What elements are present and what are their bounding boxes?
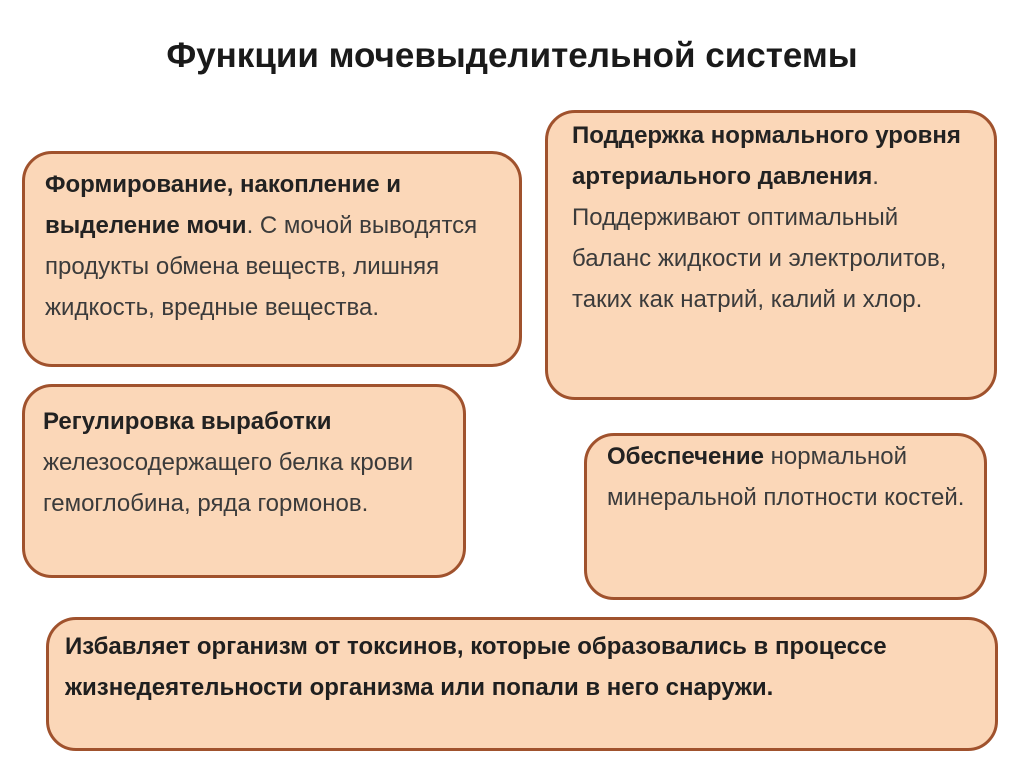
card-toxins-lead: Избавляет организм от токсинов, которые образовались в процессе жизнедеятельности организма или попали в него снаружи. — [65, 633, 887, 701]
card-pressure-text: . Поддерживают оптимальный баланс жидкости и электролитов, таких как натрий, калий и хлор. — [572, 163, 947, 313]
card-bone-density — [584, 433, 987, 600]
card-bones-text: нормальной минеральной плотности костей. — [607, 443, 965, 511]
card-urine-text: . С мочой выводятся продукты обмена веществ, лишняя жидкость, вредные вещества. — [45, 212, 478, 321]
card-urine-formation — [22, 151, 522, 367]
card-bones-lead: Обеспечение — [607, 443, 764, 470]
card-hemoglobin-regulation — [22, 384, 466, 578]
card-pressure-lead: Поддержка нормального уровня артериального давления — [572, 122, 961, 190]
slide-title: Функции мочевыделительной системы — [166, 36, 858, 75]
card-blood-pressure — [545, 110, 997, 400]
card-urine-lead: Формирование, накопление и выделение мочи — [45, 171, 402, 239]
card-toxin-removal — [46, 617, 998, 751]
card-hemoglobin-text: железосодержащего белка крови гемоглобина, ряда гормонов. — [43, 449, 414, 517]
card-hemoglobin-lead: Регулировка выработки — [43, 408, 332, 435]
